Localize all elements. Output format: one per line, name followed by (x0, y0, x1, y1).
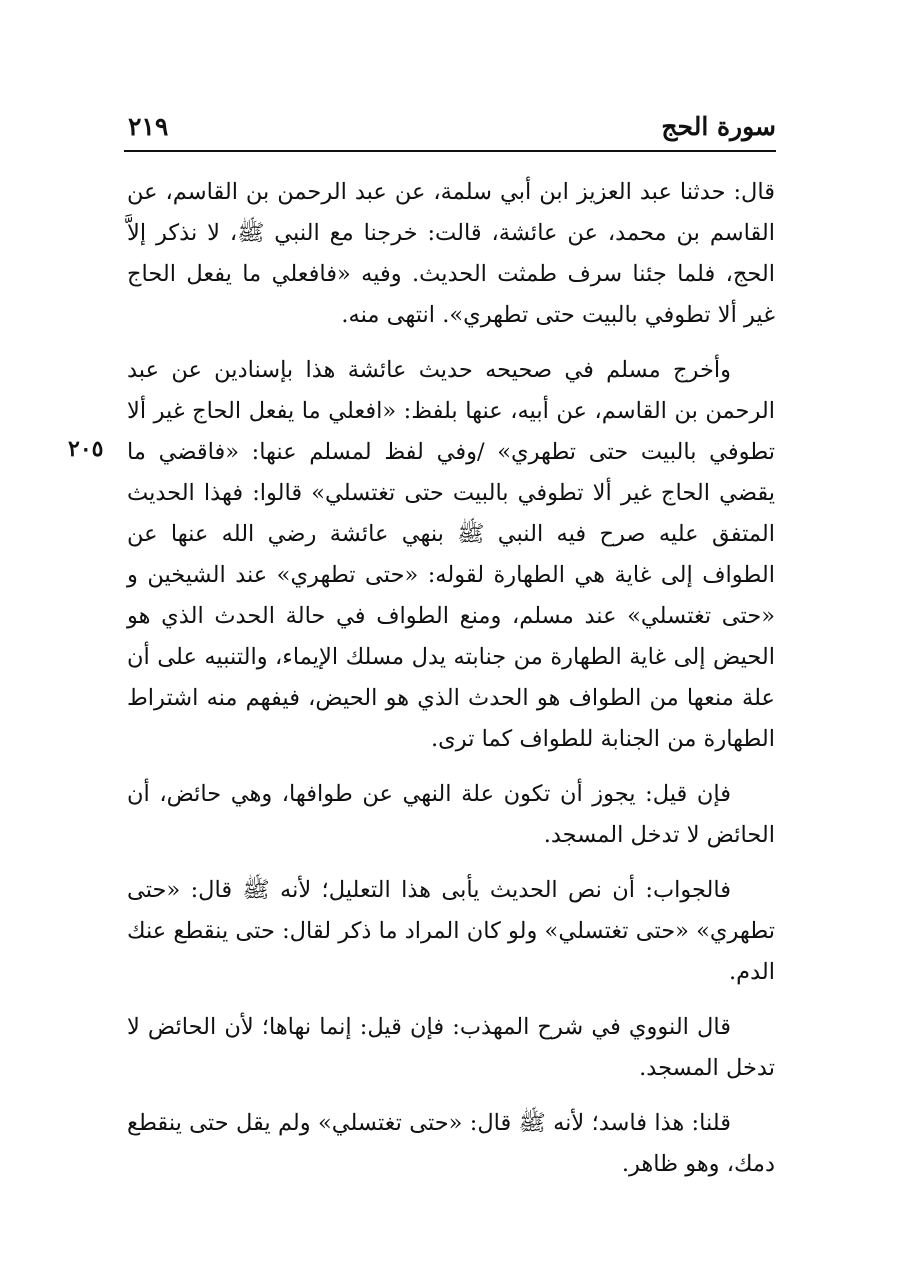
header-rule (124, 150, 776, 152)
paragraph-2: وأخرج مسلم في صحيحه حديث عائشة هذا بإسنادين عن عبد الرحمن بن القاسم، عن أبيه، عنها بلفظ: «افعلي ما يفعل الحاج غير ألا تطوفي بالبيت حتى تطهري» /وفي لفظ لمسلم عنها: «فاقضي ما يقضي الحاج غير ألا تطوفي بالبيت حتى تغتسلي» قالوا: فهذا الحديث المتفق عليه صرح فيه النبي ﷺ بنهي عائشة رضي الله عنها عن الطواف إلى غاية هي الطهارة لقوله: «حتى تطهري» عند الشيخين و «حتى تغتسلي» عند مسلم، ومنع الطواف في حالة الحدث الذي هو الحيض إلى غاية الطهارة من جنابته يدل مسلك الإيماء، والتنبيه على أن علة منعها من الطواف هو الحدث الذي هو الحيض، فيفهم منه اشتراط الطهارة من الجنابة للطواف كما ترى. (127, 357, 775, 752)
paragraph-4: فالجواب: أن نص الحديث يأبى هذا التعليل؛ لأنه ﷺ قال: «حتى تطهري» «حتى تغتسلي» ولو كان المراد ما ذكر لقال: حتى ينقطع عنك الدم. (127, 877, 775, 985)
paragraph-5: قال النووي في شرح المهذب: فإن قيل: إنما نهاها؛ لأن الحائض لا تدخل المسجد. (127, 1014, 775, 1081)
paragraph-6: قلنا: هذا فاسد؛ لأنه ﷺ قال: «حتى تغتسلي» ولم يقل حتى ينقطع دمك، وهو ظاهر. (127, 1110, 775, 1177)
running-header (126, 112, 776, 146)
body-text (127, 172, 775, 1185)
paragraph-1: قال: حدثنا عبد العزيز ابن أبي سلمة، عن عبد الرحمن بن القاسم، عن القاسم بن محمد، عن عائشة، قالت: خرجنا مع النبي ﷺ، لا نذكر إلاَّ الحج، فلما جئنا سرف طمثت الحديث. وفيه «فافعلي ما يفعل الحاج غير ألا تطوفي بالبيت حتى تطهري». انتهى منه. (127, 179, 775, 328)
paragraph-3: فإن قيل: يجوز أن تكون علة النهي عن طوافها، وهي حائض، أن الحائض لا تدخل المسجد. (127, 781, 775, 848)
margin-reference-number: ٢٠٥ (68, 436, 104, 462)
surah-title: سورة الحج (661, 112, 776, 141)
page-number: ٢١٩ (128, 112, 169, 141)
